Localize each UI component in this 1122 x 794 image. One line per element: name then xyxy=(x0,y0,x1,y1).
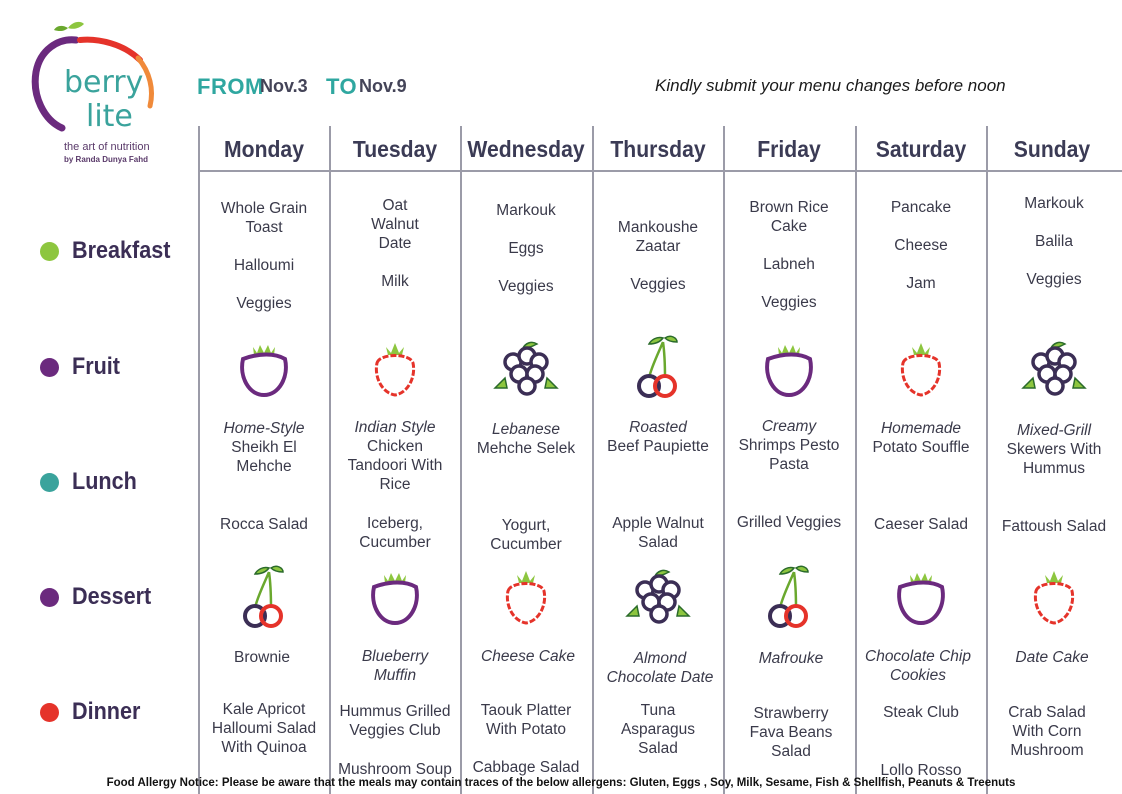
menu-item: Salad xyxy=(638,534,678,551)
lunch-cell-tuesday xyxy=(330,418,460,494)
grapes-icon xyxy=(1019,334,1089,404)
day-header-wednesday: Wednesday xyxy=(467,136,585,162)
breakfast-dot-icon xyxy=(40,242,59,261)
menu-item: Veggies xyxy=(630,276,686,293)
lunch-side-wednesday xyxy=(461,516,591,554)
menu-item: Veggies xyxy=(761,294,817,311)
day-header-sunday: Sunday xyxy=(1013,136,1091,162)
meal-row-dessert xyxy=(40,582,160,612)
menu-item: Date Cake xyxy=(1015,649,1089,666)
logo-berry-text: berry xyxy=(64,65,144,100)
cherry-icon xyxy=(229,562,299,632)
meal-label-lunch: Lunch xyxy=(72,468,137,495)
menu-item: Salad xyxy=(638,740,678,757)
menu-item: Yogurt, xyxy=(501,517,551,534)
menu-item: Home-Style xyxy=(223,420,305,437)
day-header-friday: Friday xyxy=(757,136,821,162)
menu-item: Halloumi Salad xyxy=(211,720,317,737)
menu-item: Tuna xyxy=(640,702,676,719)
menu-item: Walnut xyxy=(371,216,419,233)
lunch-side-tuesday xyxy=(330,514,460,552)
day-header-monday: Monday xyxy=(224,136,304,162)
meal-label-dinner: Dinner xyxy=(72,698,141,725)
menu-item: Homemade xyxy=(880,420,962,437)
menu-item: Sheikh El xyxy=(231,439,297,456)
menu-item: With Corn xyxy=(1012,723,1082,740)
menu-item: Rice xyxy=(379,476,411,493)
dinner-cell-sunday xyxy=(982,703,1112,760)
menu-item: Chocolate Date xyxy=(606,669,714,686)
menu-item: Cheese xyxy=(894,237,948,254)
meal-label-breakfast: Breakfast xyxy=(72,237,171,264)
menu-item: With Quinoa xyxy=(221,739,307,756)
strawberry-icon xyxy=(1019,565,1089,635)
menu-item: Mushroom xyxy=(1010,742,1084,759)
dinner-cell-tuesday xyxy=(330,702,460,740)
fruit-dot-icon xyxy=(40,358,59,377)
breakfast-cell-wednesday xyxy=(461,201,591,296)
allergy-notice: Food Allergy Notice: Please be aware that the meals may contain traces of the below allergens: Gluten, Eggs , Soy, Milk, Sesame, Fish & Shellfish, Peanuts & Treenuts xyxy=(106,777,1016,789)
dessert-cell-saturday xyxy=(853,647,983,685)
menu-item: Cucumber xyxy=(359,534,431,551)
lunch-dot-icon xyxy=(40,473,59,492)
menu-item: Fava Beans xyxy=(749,724,833,741)
menu-item: Almond xyxy=(633,650,687,667)
day-header-thursday: Thursday xyxy=(610,136,706,162)
menu-item: Hummus xyxy=(1022,460,1085,477)
menu-item: Taouk Platter xyxy=(480,702,572,719)
menu-item: Indian Style xyxy=(354,419,436,436)
logo-tagline: the art of nutrition xyxy=(64,141,150,153)
menu-item: Toast xyxy=(245,219,283,236)
logo-lite-text: lite xyxy=(86,99,133,134)
menu-item: Cabbage Salad xyxy=(472,759,580,776)
to-label: TO xyxy=(326,74,358,99)
menu-item: Lollo Rosso xyxy=(880,762,962,779)
day-header-saturday: Saturday xyxy=(875,136,967,162)
menu-item: Cake xyxy=(770,218,808,235)
menu-item: Jam xyxy=(906,275,936,292)
dessert-dot-icon xyxy=(40,588,59,607)
breakfast-cell-friday xyxy=(724,198,854,312)
lunch-side-monday xyxy=(199,515,329,534)
menu-item: Markouk xyxy=(496,202,556,219)
lunch-side-sunday xyxy=(989,517,1119,536)
plum-icon xyxy=(229,337,299,407)
menu-item: Markouk xyxy=(1024,195,1084,212)
from-date: Nov.3 xyxy=(260,76,308,96)
cherry-icon xyxy=(623,332,693,402)
day-header-tuesday: Tuesday xyxy=(352,136,438,162)
lunch-cell-monday xyxy=(199,419,329,476)
menu-item: Potato Souffle xyxy=(872,439,970,456)
menu-item: Cookies xyxy=(890,667,946,684)
to-date: Nov.9 xyxy=(359,76,407,96)
lunch-side-friday xyxy=(724,513,854,532)
dinner-side-wednesday xyxy=(461,758,591,777)
menu-item: Mushroom Soup xyxy=(338,761,452,778)
menu-item: Salad xyxy=(771,743,811,760)
meal-row-dinner xyxy=(40,697,148,727)
dinner-cell-saturday xyxy=(856,703,986,722)
breakfast-cell-saturday xyxy=(856,198,986,293)
meal-label-fruit: Fruit xyxy=(72,353,120,380)
breakfast-cell-tuesday xyxy=(330,196,460,291)
lunch-cell-thursday xyxy=(593,418,723,456)
menu-item: Labneh xyxy=(763,256,815,273)
menu-item: Iceberg, xyxy=(366,515,423,532)
menu-item: Asparagus xyxy=(620,721,696,738)
menu-item: Pancake xyxy=(890,199,952,216)
menu-item: Tandoori With xyxy=(347,457,443,474)
header-divider xyxy=(199,170,1122,172)
menu-change-notice: Kindly submit your menu changes before noon xyxy=(655,76,1006,95)
menu-item: Mixed-Grill xyxy=(1016,422,1092,439)
menu-item: Hummus Grilled xyxy=(339,703,451,720)
lunch-cell-sunday xyxy=(989,421,1119,478)
menu-item: Milk xyxy=(381,273,409,290)
menu-item: Zaatar xyxy=(635,238,681,255)
lunch-side-thursday xyxy=(593,514,723,552)
menu-item: Mehche Selek xyxy=(476,440,576,457)
lunch-side-saturday xyxy=(856,515,986,534)
menu-item: Caeser Salad xyxy=(874,516,968,533)
menu-item: Eggs xyxy=(508,240,544,257)
menu-item: Muffin xyxy=(373,667,417,684)
strawberry-icon xyxy=(491,565,561,635)
lunch-cell-saturday xyxy=(856,419,986,457)
menu-item: Date xyxy=(378,235,412,252)
dinner-cell-monday xyxy=(199,700,329,757)
strawberry-icon xyxy=(360,337,430,407)
meal-row-lunch xyxy=(40,467,144,497)
menu-item: Veggies xyxy=(236,295,292,312)
menu-item: Steak Club xyxy=(883,704,959,721)
menu-item: Whole Grain xyxy=(220,200,308,217)
meal-row-breakfast xyxy=(40,236,181,266)
menu-item: Brownie xyxy=(234,649,290,666)
menu-item: Chicken xyxy=(367,438,423,455)
menu-item: Rocca Salad xyxy=(220,516,308,533)
logo-byline: by Randa Dunya Fahd xyxy=(64,155,149,164)
menu-item: Cucumber xyxy=(490,536,562,553)
menu-item: Chocolate Chip xyxy=(865,648,971,665)
meal-row-fruit xyxy=(40,352,125,382)
menu-item: Kale Apricot xyxy=(222,701,306,718)
lunch-cell-wednesday xyxy=(461,420,591,458)
menu-item: Shrimps Pesto xyxy=(738,437,840,454)
menu-item: With Potato xyxy=(485,721,567,738)
menu-item: Apple Walnut xyxy=(612,515,704,532)
lunch-cell-friday xyxy=(724,417,854,474)
breakfast-cell-monday xyxy=(199,199,329,313)
menu-item: Grilled Veggies xyxy=(736,514,842,531)
menu-item: Crab Salad xyxy=(1008,704,1086,721)
menu-item: Pasta xyxy=(769,456,809,473)
cherry-icon xyxy=(754,562,824,632)
dinner-dot-icon xyxy=(40,703,59,722)
menu-item: Veggies xyxy=(1026,271,1082,288)
meal-label-dessert: Dessert xyxy=(72,583,152,610)
menu-item: Veggies xyxy=(498,278,554,295)
menu-item: Cheese Cake xyxy=(481,648,575,665)
dinner-cell-wednesday xyxy=(461,701,591,739)
from-label: FROM xyxy=(197,74,264,99)
menu-item: Mehche xyxy=(236,458,292,475)
menu-item: Mankoushe xyxy=(617,219,699,236)
menu-item: Creamy xyxy=(761,418,817,435)
grapes-icon xyxy=(623,562,693,632)
grapes-icon xyxy=(491,334,561,404)
menu-item: Oat xyxy=(382,197,408,214)
menu-item: Strawberry xyxy=(753,705,829,722)
column-divider xyxy=(986,126,988,794)
dessert-cell-monday xyxy=(197,648,327,667)
plum-icon xyxy=(886,565,956,635)
menu-item: Balila xyxy=(1035,233,1073,250)
plum-icon xyxy=(360,565,430,635)
dessert-cell-thursday xyxy=(595,649,725,687)
menu-item: Beef Paupiette xyxy=(607,438,709,455)
strawberry-icon xyxy=(886,337,956,407)
menu-item: Halloumi xyxy=(233,257,295,274)
dinner-cell-friday xyxy=(726,704,856,761)
breakfast-cell-thursday xyxy=(593,218,723,294)
menu-item: Mafrouke xyxy=(758,650,824,667)
dinner-cell-thursday xyxy=(593,701,723,758)
menu-item: Skewers With xyxy=(1006,441,1102,458)
menu-item: Brown Rice xyxy=(749,199,829,216)
menu-item: Veggies Club xyxy=(349,722,441,739)
plum-icon xyxy=(754,337,824,407)
dessert-cell-tuesday xyxy=(330,647,460,685)
menu-item: Blueberry xyxy=(361,648,429,665)
dessert-cell-sunday xyxy=(987,648,1117,667)
dessert-cell-friday xyxy=(726,649,856,668)
breakfast-cell-sunday xyxy=(989,194,1119,289)
menu-item: Lebanese xyxy=(491,421,561,438)
menu-item: Roasted xyxy=(629,419,687,436)
dessert-cell-wednesday xyxy=(463,647,593,666)
menu-item: Fattoush Salad xyxy=(1001,518,1107,535)
